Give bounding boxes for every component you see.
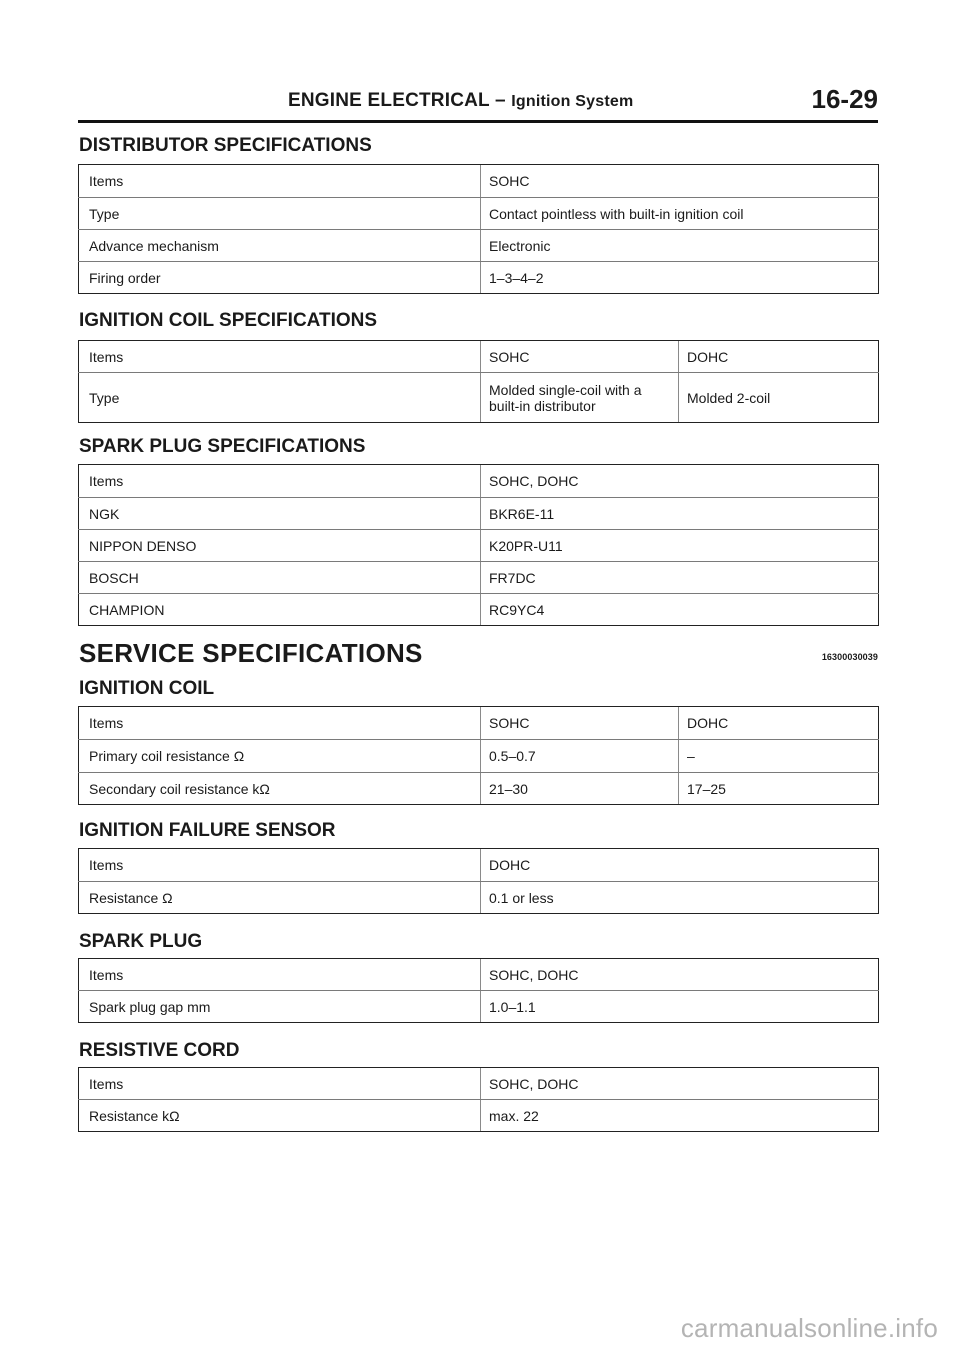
table-row xyxy=(79,991,879,1023)
header-title-main: ENGINE ELECTRICAL xyxy=(288,90,490,111)
spark-plug-title: SPARK PLUG xyxy=(79,931,203,952)
table-row xyxy=(79,373,879,423)
table-cell: Type xyxy=(79,373,481,423)
table-cell: SOHC, DOHC xyxy=(481,465,879,498)
table-cell: max. 22 xyxy=(481,1100,879,1132)
table-row xyxy=(79,198,879,230)
table-row xyxy=(79,562,879,594)
table-cell: 0.5–0.7 xyxy=(481,740,679,773)
table-cell: RC9YC4 xyxy=(481,594,879,626)
table-cell: Electronic xyxy=(481,230,879,262)
table-cell: Contact pointless with built-in ignition coil xyxy=(481,198,879,230)
ignition-coil-specs-table xyxy=(78,340,879,423)
table-row xyxy=(79,262,879,294)
table-cell: SOHC xyxy=(481,165,879,198)
table-cell: Molded 2-coil xyxy=(679,373,879,423)
table-row xyxy=(79,1100,879,1132)
table-row xyxy=(79,740,879,773)
table-row xyxy=(79,707,879,740)
table-cell: Items xyxy=(79,465,481,498)
table-cell: DOHC xyxy=(679,341,879,373)
distributor-specs-table xyxy=(78,164,879,294)
table-cell: Advance mechanism xyxy=(79,230,481,262)
table-cell: DOHC xyxy=(679,707,879,740)
table-row xyxy=(79,773,879,805)
table-cell: SOHC xyxy=(481,707,679,740)
table-cell: FR7DC xyxy=(481,562,879,594)
table-row xyxy=(79,1068,879,1100)
table-cell: SOHC xyxy=(481,341,679,373)
table-cell: Firing order xyxy=(79,262,481,294)
page-number: 16-29 xyxy=(811,84,878,114)
table-row xyxy=(79,165,879,198)
table-cell: Resistance kΩ xyxy=(79,1100,481,1132)
table-cell: DOHC xyxy=(481,849,879,882)
table-row xyxy=(79,498,879,530)
failure-sensor-title: IGNITION FAILURE SENSOR xyxy=(79,820,336,841)
table-row xyxy=(79,341,879,373)
table-cell: 17–25 xyxy=(679,773,879,805)
table-cell: Primary coil resistance Ω xyxy=(79,740,481,773)
table-row xyxy=(79,465,879,498)
header-title-sub: Ignition System xyxy=(511,93,634,110)
table-cell: NGK xyxy=(79,498,481,530)
table-row xyxy=(79,959,879,991)
ignition-coil-table xyxy=(78,706,879,805)
table-row xyxy=(79,882,879,914)
table-row xyxy=(79,594,879,626)
table-cell: 1.0–1.1 xyxy=(481,991,879,1023)
table-cell: BKR6E-11 xyxy=(481,498,879,530)
table-cell: 21–30 xyxy=(481,773,679,805)
table-cell: SOHC, DOHC xyxy=(481,959,879,991)
service-specs-title: SERVICE SPECIFICATIONS xyxy=(79,638,423,668)
spark-plug-specs-table xyxy=(78,464,879,626)
table-cell: Items xyxy=(79,1068,481,1100)
ignition-coil-specs-title: IGNITION COIL SPECIFICATIONS xyxy=(79,310,378,331)
table-cell: CHAMPION xyxy=(79,594,481,626)
spark-plug-table xyxy=(78,958,879,1023)
distributor-specs-title: DISTRIBUTOR SPECIFICATIONS xyxy=(79,135,372,156)
table-cell: 0.1 or less xyxy=(481,882,879,914)
table-cell: 1–3–4–2 xyxy=(481,262,879,294)
table-cell: K20PR-U11 xyxy=(481,530,879,562)
table-cell: – xyxy=(679,740,879,773)
document-code: 16300030039 xyxy=(821,652,878,662)
header-title-separator: – xyxy=(495,90,506,111)
table-cell: Type xyxy=(79,198,481,230)
table-cell: Resistance Ω xyxy=(79,882,481,914)
table-cell: BOSCH xyxy=(79,562,481,594)
resistive-cord-title: RESISTIVE CORD xyxy=(79,1040,240,1061)
table-cell: SOHC, DOHC xyxy=(481,1068,879,1100)
table-cell: Molded single-coil with a built-in distributor xyxy=(481,373,679,423)
table-cell: NIPPON DENSO xyxy=(79,530,481,562)
table-cell: Items xyxy=(79,165,481,198)
table-row xyxy=(79,849,879,882)
spark-plug-specs-title: SPARK PLUG SPECIFICATIONS xyxy=(79,436,366,457)
table-cell: Items xyxy=(79,707,481,740)
table-row xyxy=(79,230,879,262)
resistive-cord-table xyxy=(78,1067,879,1132)
failure-sensor-table xyxy=(78,848,879,914)
table-cell: Items xyxy=(79,959,481,991)
watermark: carmanualsonline.info xyxy=(680,1313,938,1343)
table-cell: Spark plug gap mm xyxy=(79,991,481,1023)
table-cell: Items xyxy=(79,341,481,373)
table-cell: Secondary coil resistance kΩ xyxy=(79,773,481,805)
table-cell: Items xyxy=(79,849,481,882)
header-title xyxy=(288,90,633,112)
ignition-coil-title: IGNITION COIL xyxy=(79,678,215,699)
table-row xyxy=(79,530,879,562)
page-header xyxy=(78,84,878,123)
